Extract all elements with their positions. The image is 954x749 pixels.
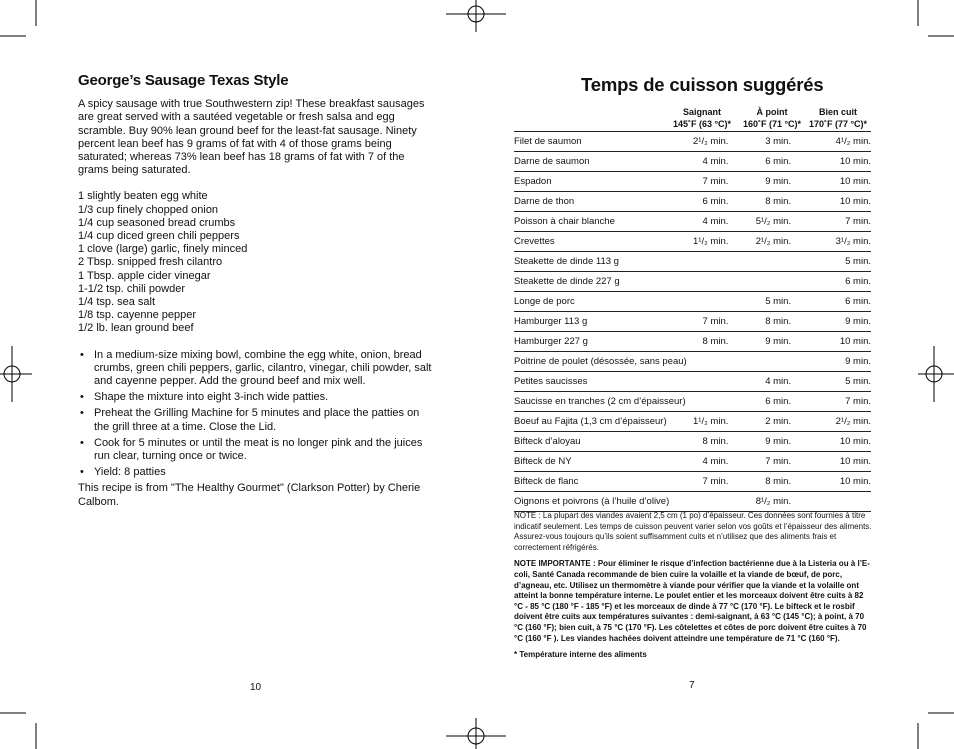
food-name-cell: Steakette de dinde 113 g [514,252,687,272]
cook-time-cell [687,392,729,412]
header-well-done: Bien cuit 170˚F (77 °C)* [808,107,868,129]
temperature-footnote: * Température interne des aliments [514,650,647,660]
food-name-cell: Boeuf au Fajita (1,3 cm d’épaisseur) [514,412,687,432]
table-row [514,492,871,512]
cook-time-cell: 5 min. [791,252,871,272]
food-name-cell: Darne de saumon [514,152,687,172]
table-row [514,332,871,352]
cook-time-cell: 4 min. [687,152,729,172]
food-name-cell: Darne de thon [514,192,687,212]
cook-time-cell: 5 min. [728,292,791,312]
cook-time-cell: 7 min. [687,172,729,192]
ingredient: 1 Tbsp. apple cider vinegar [78,269,211,282]
instruction-step: • In a medium-size mixing bowl, combine the egg white, onion, bread crumbs, green chili peppers, garlic, cilantro, vinegar, chili powder, salt and cayenne pepper. Add the ground beef and mix well. [78,349,434,389]
cook-time-cell [728,352,791,372]
ingredient: 1/3 cup finely chopped onion [78,203,219,216]
cook-time-cell: 2¹/₂ min. [728,232,791,252]
table-row [514,412,871,432]
cook-time-cell: 9 min. [728,172,791,192]
instruction-step: • Shape the mixture into eight 3-inch wide patties. [78,391,434,404]
instruction-step: • Yield: 8 patties [78,466,434,479]
cook-time-cell: 1¹/₂ min. [687,232,729,252]
cook-time-cell: 2¹/₂ min. [791,412,871,432]
cook-time-cell: 10 min. [791,452,871,472]
ingredient: 1 clove (large) garlic, finely minced [78,243,248,256]
header-medium: À point 160˚F (71 °C)* [742,107,802,129]
cook-time-cell: 6 min. [791,272,871,292]
table-row [514,192,871,212]
food-name-cell: Bifteck de NY [514,452,687,472]
cook-time-cell: 10 min. [791,472,871,492]
cook-time-cell [728,272,791,292]
cook-time-cell: 5¹/₂ min. [728,212,791,232]
cook-time-cell: 8 min. [728,192,791,212]
cook-time-cell: 8 min. [728,312,791,332]
cook-time-cell: 4 min. [728,372,791,392]
ingredient: 2 Tbsp. snipped fresh cilantro [78,256,223,269]
food-name-cell: Crevettes [514,232,687,252]
cook-time-cell: 5 min. [791,372,871,392]
table-row [514,432,871,452]
instruction-step: • Cook for 5 minutes or until the meat is no longer pink and the juices run clear, turning once or twice. [78,437,434,463]
cook-time-cell: 3 min. [728,132,791,152]
cooking-times-table [514,131,871,512]
cooking-times-title: Temps de cuisson suggérés [581,74,824,95]
instructions-list [78,349,434,480]
cook-time-cell: 7 min. [791,212,871,232]
cook-time-cell: 6 min. [728,392,791,412]
table-row [514,252,871,272]
cook-time-cell: 10 min. [791,192,871,212]
cook-time-cell [687,252,729,272]
table-row [514,132,871,152]
food-name-cell: Hamburger 227 g [514,332,687,352]
cook-time-cell: 9 min. [728,332,791,352]
cook-time-cell: 7 min. [687,312,729,332]
recipe-credit: This recipe is from "The Healthy Gourmet" (Clarkson Potter) by Cherie Calbom. [78,482,421,508]
ingredients-list [78,190,434,335]
cook-time-cell: 8 min. [728,472,791,492]
table-row [514,312,871,332]
cook-time-cell: 6 min. [687,192,729,212]
cook-time-cell: 4¹/₂ min. [791,132,871,152]
cook-time-cell [687,492,729,512]
table-row [514,472,871,492]
cook-time-cell: 9 min. [791,352,871,372]
cook-time-cell: 7 min. [728,452,791,472]
recipe-title: George’s Sausage Texas Style [78,72,289,89]
cook-time-cell: 8 min. [687,432,729,452]
food-name-cell: Hamburger 113 g [514,312,687,332]
table-row [514,272,871,292]
page-number-left: 10 [250,682,262,693]
cook-time-cell: 9 min. [728,432,791,452]
table-row [514,392,871,412]
cook-time-cell: 10 min. [791,432,871,452]
table-row [514,452,871,472]
ingredient: 1-1/2 tsp. chili powder [78,282,185,295]
cook-time-cell: 10 min. [791,332,871,352]
food-name-cell: Petites saucisses [514,372,687,392]
cook-time-cell: 8 min. [687,332,729,352]
food-name-cell: Poitrine de poulet (désossée, sans peau) [514,352,687,372]
food-name-cell: Steakette de dinde 227 g [514,272,687,292]
cook-time-cell [687,272,729,292]
cook-time-cell [687,352,729,372]
table-row [514,292,871,312]
page-number-right: 7 [689,680,695,691]
instruction-step: • Preheat the Grilling Machine for 5 minutes and place the patties on the grill three at a time. Close the Lid. [78,407,434,433]
table-header [514,106,872,130]
table-row [514,152,871,172]
cook-time-cell: 7 min. [791,392,871,412]
important-note: NOTE IMPORTANTE : Pour éliminer le risque d’infection bactérienne due à la Listeria ou à l’E-coli, Santé Canada recommande de bien cuire la volaille et la viande de bœuf, de porc, d’agneau, etc. Utilisez un thermomètre à viande pour vérifier que la viande et la volaille ont atteint la bonne température interne. Le poulet entier et les morceaux doivent être cuits à 82 °C - 85 °C (180 °F - 185 °F) et les morceaux de dinde à 77 °C (170 °F). Le bifteck et le rosbif doivent être cuits aux températures suivantes : demi-saignant, à 63 °C (145 °C); à point, à 70 °C (160 °F); bien cuit, à 75 °C (170 °F). Les côtelettes et côtes de porc doivent être cuites à 70 °C (160 °F ). Les viandes hachées doivent atteindre une température de 71 °C (160 °F). [514,559,870,643]
cook-time-cell: 7 min. [687,472,729,492]
cook-time-cell [687,292,729,312]
food-name-cell: Oignons et poivrons (à l’huile d’olive) [514,492,687,512]
cook-time-cell: 10 min. [791,152,871,172]
food-name-cell: Poisson à chair blanche [514,212,687,232]
table-row [514,212,871,232]
table-row [514,232,871,252]
general-note: NOTE : La plupart des viandes avaient 2,5 cm (1 po) d’épaisseur. Ces données sont fournies à titre indicatif seulement. Les temps de cuisson peuvent varier selon vos goûts et l’épaisseur des aliments. Assurez-vous toujours qu’ils soient suffisamment cuits et n’utilisez que des aliments frais et correctement réfrigérés. [514,511,872,552]
cook-time-cell [791,492,871,512]
cook-time-cell [728,252,791,272]
food-name-cell: Saucisse en tranches (2 cm d’épaisseur) [514,392,687,412]
table-row [514,172,871,192]
cook-time-cell: 2 min. [728,412,791,432]
ingredient: 1/4 cup seasoned bread crumbs [78,216,236,229]
cook-time-cell: 10 min. [791,172,871,192]
cook-time-cell: 1¹/₂ min. [687,412,729,432]
ingredient: 1/4 tsp. sea salt [78,296,156,309]
food-name-cell: Espadon [514,172,687,192]
cook-time-cell: 2¹/₂ min. [687,132,729,152]
cook-time-cell: 3¹/₂ min. [791,232,871,252]
ingredient: 1/8 tsp. cayenne pepper [78,309,197,322]
cook-time-cell [687,372,729,392]
header-rare: Saignant 145˚F (63 °C)* [672,107,732,129]
ingredient: 1/4 cup diced green chili peppers [78,230,240,243]
cook-time-cell: 8¹/₂ min. [728,492,791,512]
ingredient: 1/2 lb. lean ground beef [78,322,194,335]
cook-time-cell: 6 min. [791,292,871,312]
food-name-cell: Longe de porc [514,292,687,312]
cook-time-cell: 6 min. [728,152,791,172]
notes [514,511,872,667]
cook-time-cell: 9 min. [791,312,871,332]
ingredient: 1 slightly beaten egg white [78,190,208,203]
food-name-cell: Filet de saumon [514,132,687,152]
recipe-page [78,74,434,509]
food-name-cell: Bifteck d’aloyau [514,432,687,452]
table-row [514,372,871,392]
food-name-cell: Bifteck de flanc [514,472,687,492]
recipe-intro: A spicy sausage with true Southwestern zip! These breakfast sausages are great served with a sautéed vegetable or fresh salsa and egg scramble. Buy 90% lean ground beef for the least-fat sausage. Ninety percent lean beef has 9 grams of fat with 4 of those grams being saturated; whereas 73% lean beef has 18 grams of fat with 7 of the grams being saturated. [78,98,425,177]
cook-time-cell: 4 min. [687,452,729,472]
cook-time-cell: 4 min. [687,212,729,232]
table-row [514,352,871,372]
